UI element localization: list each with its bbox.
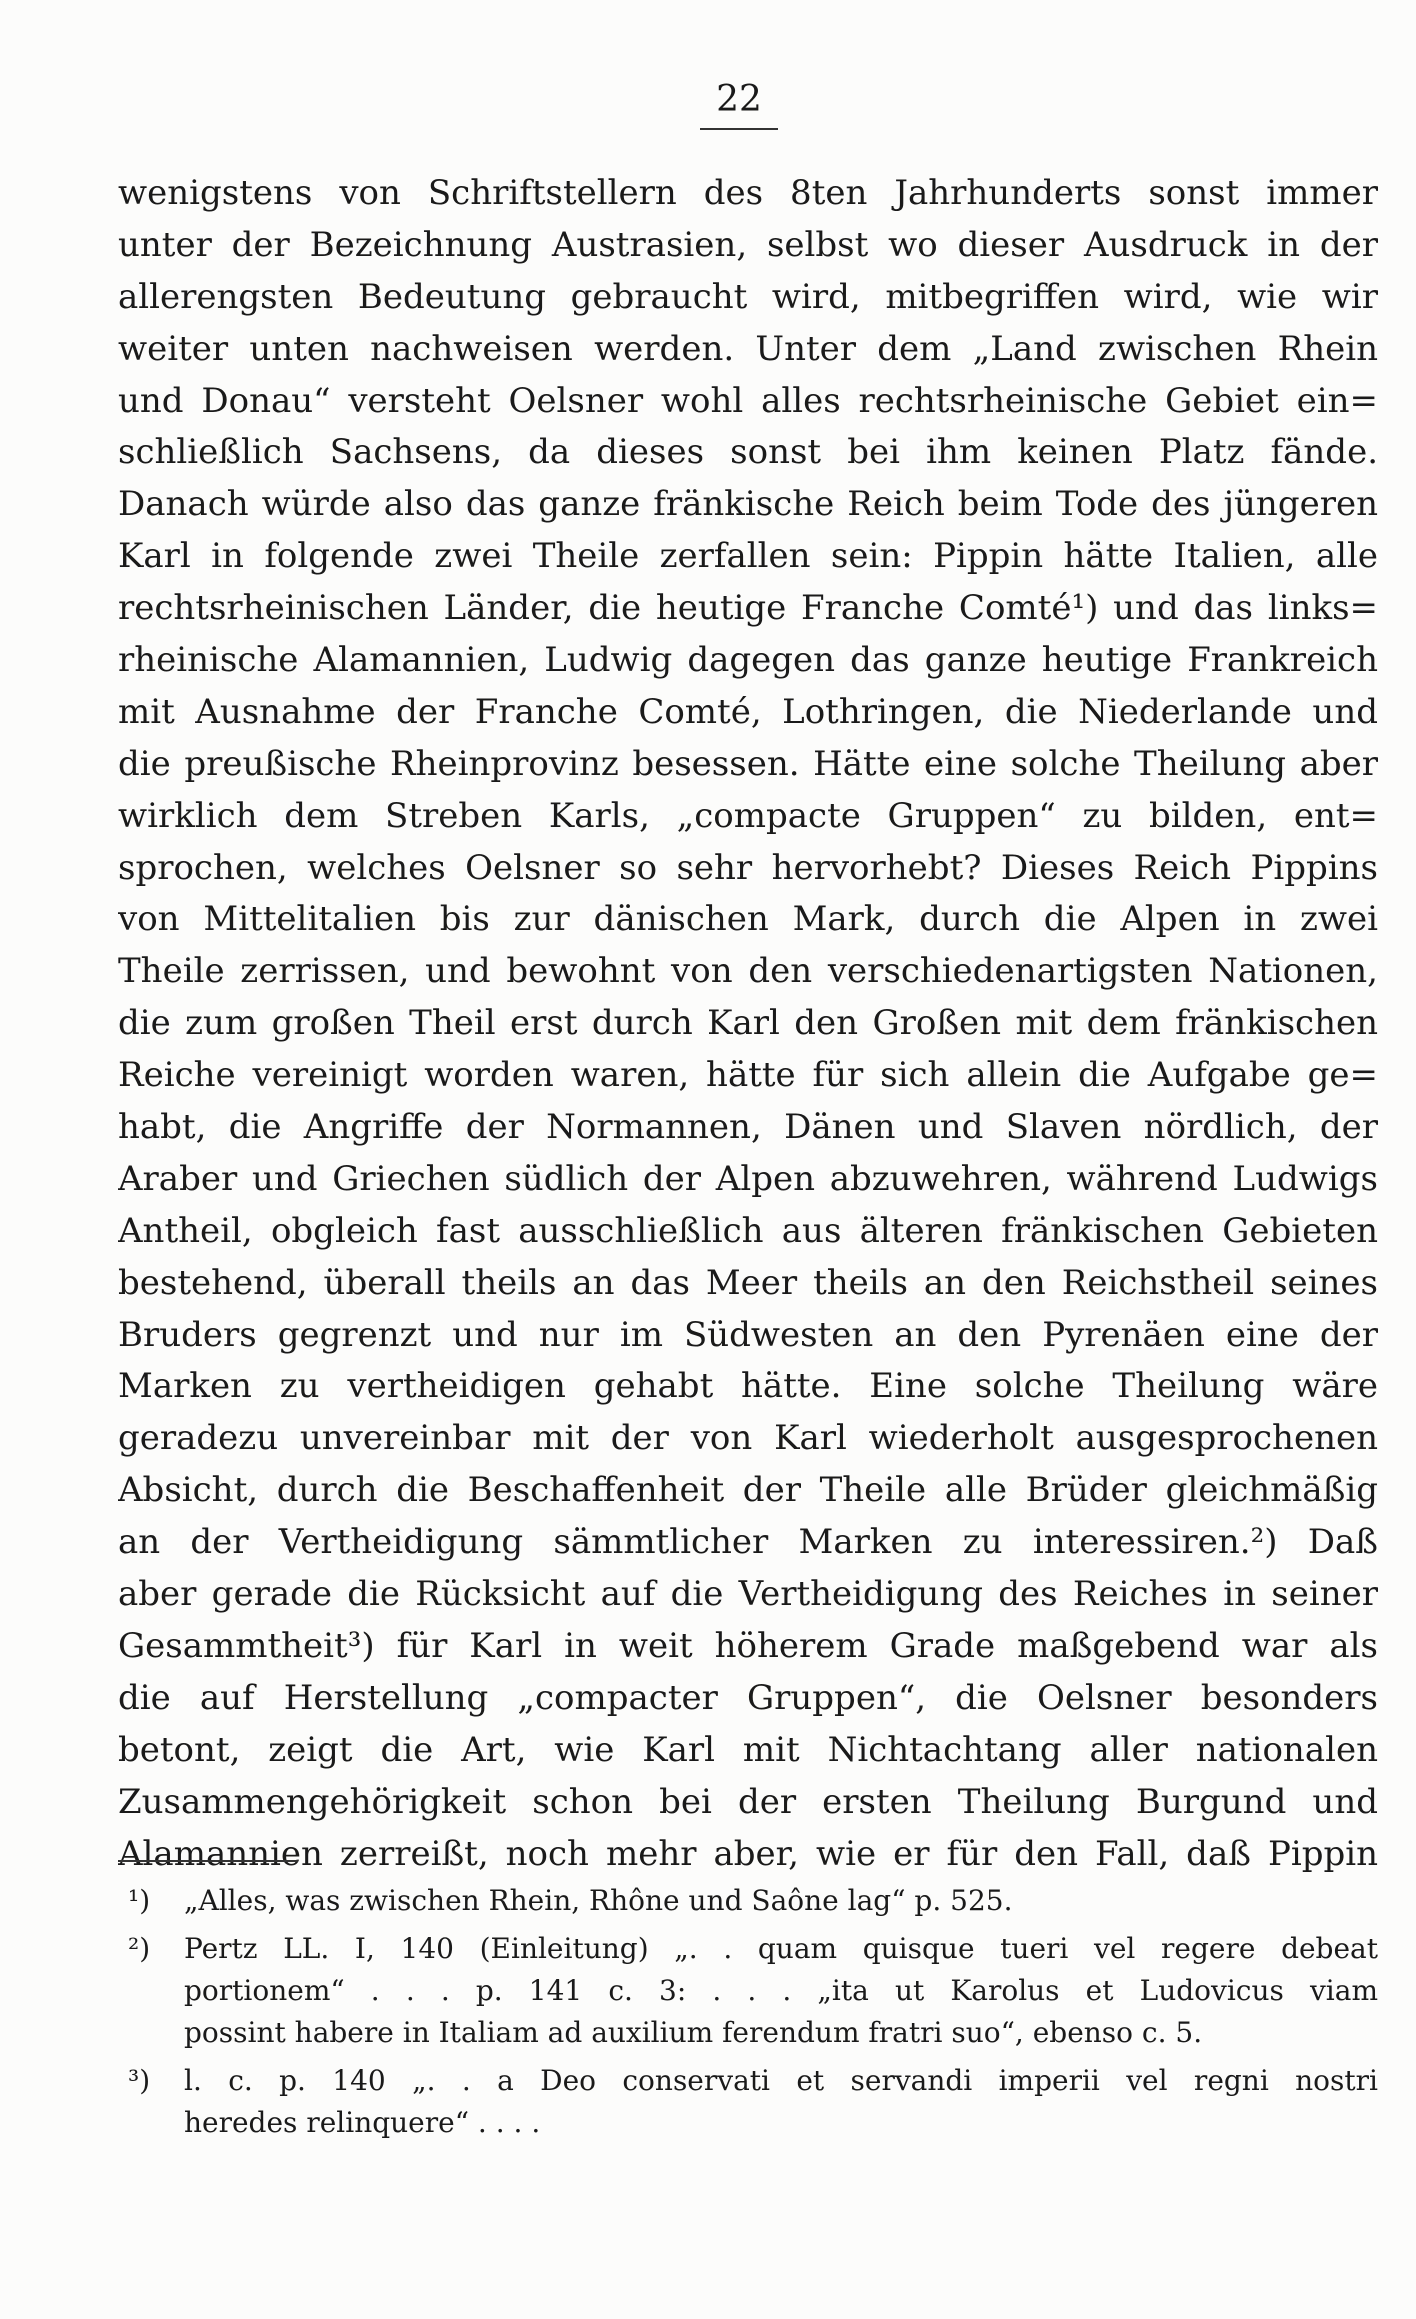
footnote-line: „Alles, was zwischen Rhein, Rhône und Saône lag“ p. 525. xyxy=(184,1884,1013,1917)
text-line: die preußische Rheinprovinz besessen. Hätte eine solche Theilung aber xyxy=(118,743,1378,784)
footnote xyxy=(118,1928,1378,2054)
text-line: mit Ausnahme der Franche Comté, Lothringen, die Niederlande und xyxy=(118,691,1378,732)
footnote-line: portionem“ . . . p. 141 c. 3: . . . „ita ut Karolus et Ludovicus viam xyxy=(184,1974,1378,2007)
text-line: Marken zu vertheidigen gehabt hätte. Eine solche Theilung wäre xyxy=(118,1366,1378,1407)
text-line: weiter unten nachweisen werden. Unter dem „Land zwischen Rhein xyxy=(118,328,1378,369)
text-line: Danach würde also das ganze fränkische Reich beim Tode des jüngeren xyxy=(118,484,1378,525)
text-line: aber gerade die Rücksicht auf die Vertheidigung des Reiches in seiner xyxy=(118,1574,1378,1615)
text-line: wenigstens von Schriftstellern des 8ten Jahrhunderts sonst immer xyxy=(118,173,1378,213)
text-line: geradezu unvereinbar mit der von Karl wiederholt ausgesprochenen xyxy=(118,1418,1378,1459)
text-line: sprochen, welches Oelsner so sehr hervorhebt? Dieses Reich Pippins xyxy=(118,847,1378,888)
text-line: habt, die Angriffe der Normannen, Dänen und Slaven nördlich, der xyxy=(118,1107,1378,1148)
footnote-marker: ³) xyxy=(128,2064,151,2097)
text-line: allerengsten Bedeutung gebraucht wird, mitbegriffen wird, wie wir xyxy=(118,276,1378,317)
footnote-line: l. c. p. 140 „. . a Deo conservati et servandi imperii vel regni nostri xyxy=(184,2064,1378,2097)
text-line: Theile zerrissen, und bewohnt von den verschiedenartigsten Nationen, xyxy=(118,951,1378,992)
footnote xyxy=(118,1880,1378,1922)
text-line: rheinische Alamannien, Ludwig dagegen das ganze heutige Frankreich xyxy=(118,640,1378,681)
footnote-line: heredes relinquere“ . . . . xyxy=(184,2106,541,2139)
text-line: schließlich Sachsens, da dieses sonst bei ihm keinen Platz fände. xyxy=(118,432,1378,473)
footnote-marker: ²) xyxy=(128,1932,151,1965)
text-line: an der Vertheidigung sämmtlicher Marken zu interessiren.²) Daß xyxy=(118,1522,1378,1563)
text-line: die zum großen Theil erst durch Karl den Großen mit dem fränkischen xyxy=(118,1003,1378,1044)
main-text xyxy=(118,168,1378,1880)
text-line: bestehend, überall theils an das Meer theils an den Reichstheil seines xyxy=(118,1262,1378,1303)
text-line: wirklich dem Streben Karls, „compacte Gruppen“ zu bilden, ent= xyxy=(118,795,1378,836)
text-line: betont, zeigt die Art, wie Karl mit Nichtachtang aller nationalen xyxy=(118,1729,1378,1770)
text-line: von Mittelitalien bis zur dänischen Mark, durch die Alpen in zwei xyxy=(118,899,1378,940)
text-line: Alamannien zerreißt, noch mehr aber, wie er für den Fall, daß Pippin xyxy=(118,1833,1378,1874)
footnote-marker: ¹) xyxy=(128,1884,151,1917)
text-line: Absicht, durch die Beschaffenheit der Theile alle Brüder gleichmäßig xyxy=(118,1470,1378,1511)
text-line: unter der Bezeichnung Austrasien, selbst wo dieser Ausdruck in der xyxy=(118,224,1378,265)
footnote-line: Pertz LL. I, 140 (Einleitung) „. . quam quisque tueri vel regere debeat xyxy=(184,1932,1378,1965)
text-line: Reiche vereinigt worden waren, hätte für sich allein die Aufgabe ge= xyxy=(118,1055,1378,1096)
text-line: die auf Herstellung „compacter Gruppen“, die Oelsner besonders xyxy=(118,1677,1378,1718)
text-line: Gesammtheit³) für Karl in weit höherem Grade maßgebend war als xyxy=(118,1625,1378,1666)
text-line: Antheil, obgleich fast ausschließlich aus älteren fränkischen Gebieten xyxy=(118,1210,1378,1251)
footnote-rule xyxy=(118,1860,298,1862)
text-line: Karl in folgende zwei Theile zerfallen sein: Pippin hätte Italien, alle xyxy=(118,536,1378,577)
text-line: Araber und Griechen südlich der Alpen abzuwehren, während Ludwigs xyxy=(118,1158,1378,1199)
footnote-line: possint habere in Italiam ad auxilium ferendum fratri suo“, ebenso c. 5. xyxy=(184,2016,1203,2049)
text-line: Zusammengehörigkeit schon bei der ersten Theilung Burgund und xyxy=(118,1781,1378,1822)
footnotes xyxy=(118,1880,1378,2150)
text-line: rechtsrheinischen Länder, die heutige Franche Comté¹) und das links= xyxy=(118,588,1378,629)
footnote xyxy=(118,2060,1378,2144)
page-number: 22 xyxy=(700,78,778,130)
text-line: und Donau“ versteht Oelsner wohl alles rechtsrheinische Gebiet ein= xyxy=(118,380,1378,421)
text-line: Bruders gegrenzt und nur im Südwesten an den Pyrenäen eine der xyxy=(118,1314,1378,1355)
